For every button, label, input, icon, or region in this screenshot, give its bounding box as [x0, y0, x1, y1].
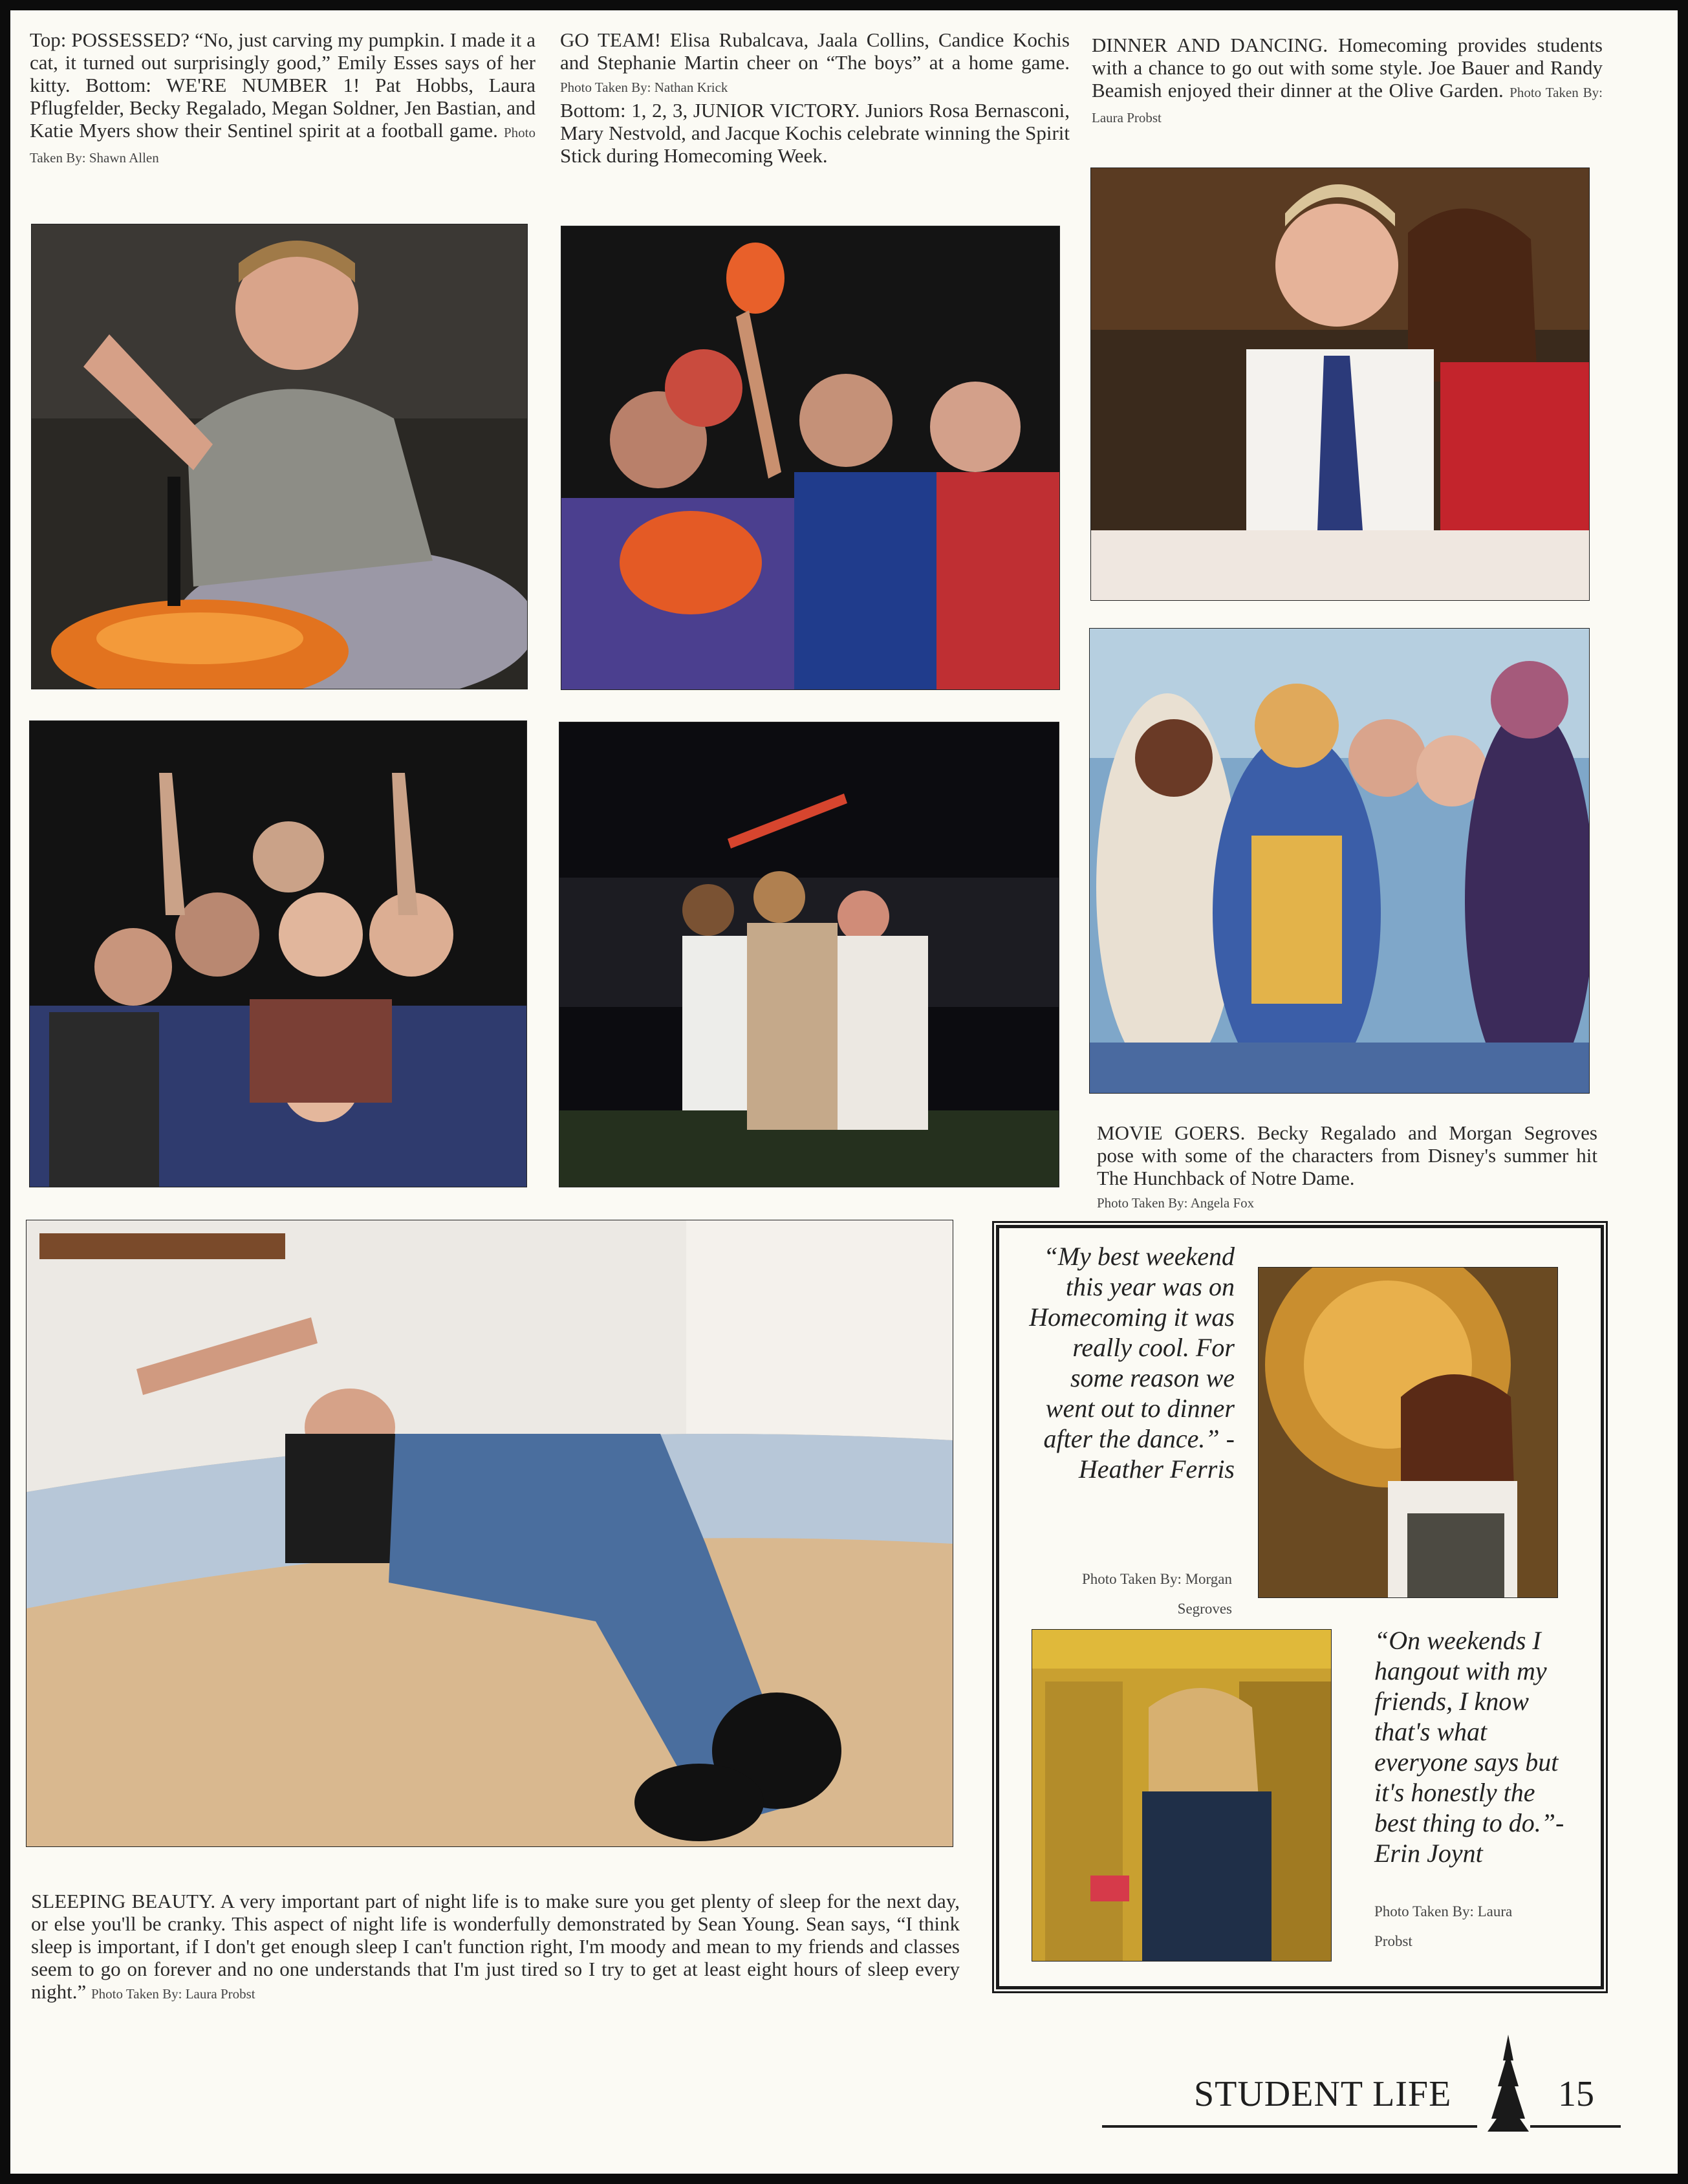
quote-heather-ferris: “My best weekend this year was on Homecoming it was really cool. For some reason we went out to dinner after the dance.” -Heather Ferris [1029, 1242, 1235, 1484]
photo-movie-goers [1089, 628, 1590, 1094]
caption-go-team: GO TEAM! Elisa Rubalcava, Jaala Collins, Candice Kochis and Stephanie Martin cheer on “The boys” at a home game. Photo Taken By: Nathan Krick Bottom: 1, 2, 3, JUNIOR VICTORY. Juniors Rosa Bernasconi, Mary Nestvold, and Jacque Kochis celebrate winning the Spirit Stick during Homecoming Week. [560, 28, 1070, 167]
caption-dinner-and-dancing: DINNER AND DANCING. Homecoming provides students with a chance to go out with some style. Joe Bauer and Randy Beamish enjoyed their dinner at the Olive Garden. Photo Taken By: Laura Probst [1092, 34, 1603, 125]
section-title: STUDENT LIFE [1194, 2074, 1452, 2114]
tree-icon [1482, 2035, 1534, 2138]
photo-were-number-one [29, 720, 527, 1187]
photo-pumpkin-carving [31, 224, 528, 689]
photo-credit: Photo Taken By: Nathan Krick [560, 80, 728, 95]
photo-go-team [561, 226, 1060, 690]
photo-sleeping-beauty [26, 1220, 953, 1847]
yearbook-page [10, 10, 1678, 2174]
photo-heather-ferris [1258, 1267, 1558, 1598]
photo-junior-victory [559, 722, 1059, 1187]
footer-rule-left [1102, 2125, 1477, 2128]
photo-credit: Photo Taken By: Laura Probst [1092, 85, 1603, 125]
photo-credit: Photo Taken By: Shawn Allen [30, 125, 536, 166]
caption-junior-victory: Bottom: 1, 2, 3, JUNIOR VICTORY. Juniors Rosa Bernasconi, Mary Nestvold, and Jacque Kochis celebrate winning the Spirit Stick during Homecoming Week. [560, 99, 1070, 167]
caption-pumpkin-and-number-one: Top: POSSESSED? “No, just carving my pumpkin. I made it a cat, it turned out surprisingly good,” Emily Esses says of her kitty. Bottom: WE'RE NUMBER 1! Pat Hobbs, Laura Pflugfelder, Becky Regalado, Megan Soldner, Jen Bastian, and Katie Myers show their Sentinel spirit at a football game. Photo Taken By: Shawn Allen [30, 28, 536, 166]
caption-movie-goers: MOVIE GOERS. Becky Regalado and Morgan Segroves pose with some of the characters from Disney's summer hit The Hunchback of Notre Dame. Photo Taken By: Angela Fox [1097, 1121, 1597, 1211]
photo-credit-erin: Photo Taken By: Laura Probst [1374, 1903, 1513, 1949]
footer-rule-right [1530, 2125, 1621, 2128]
quote-erin-joynt: “On weekends I hangout with my friends, I know that's what everyone says but it's honestly the best thing to do.”-Erin Joynt [1374, 1626, 1564, 1868]
photo-credit: Photo Taken By: Laura Probst [91, 1986, 255, 2002]
photo-dinner-and-dancing [1090, 168, 1590, 601]
page-number: 15 [1558, 2074, 1594, 2114]
photo-credit-heather: Photo Taken By: Morgan Segroves [1081, 1571, 1232, 1617]
photo-credit: Photo Taken By: Angela Fox [1097, 1195, 1255, 1211]
quotes-box [996, 1225, 1604, 1989]
caption-sleeping-beauty: SLEEPING BEAUTY. A very important part of night life is to make sure you get plenty of sleep for the next day, or else you'll be cranky. This aspect of night life is wonderfully demonstrated by Sean Young. Sean says, “I think sleep is important, if I don't get enough sleep I can't function right, I'm moody and mean to my friends and classes seem to go on forever and no one understands that I'm just tired so I try to get at least eight hours of sleep every night.” Photo Taken By: Laura Probst [31, 1890, 960, 2003]
photo-erin-joynt [1032, 1629, 1332, 1962]
